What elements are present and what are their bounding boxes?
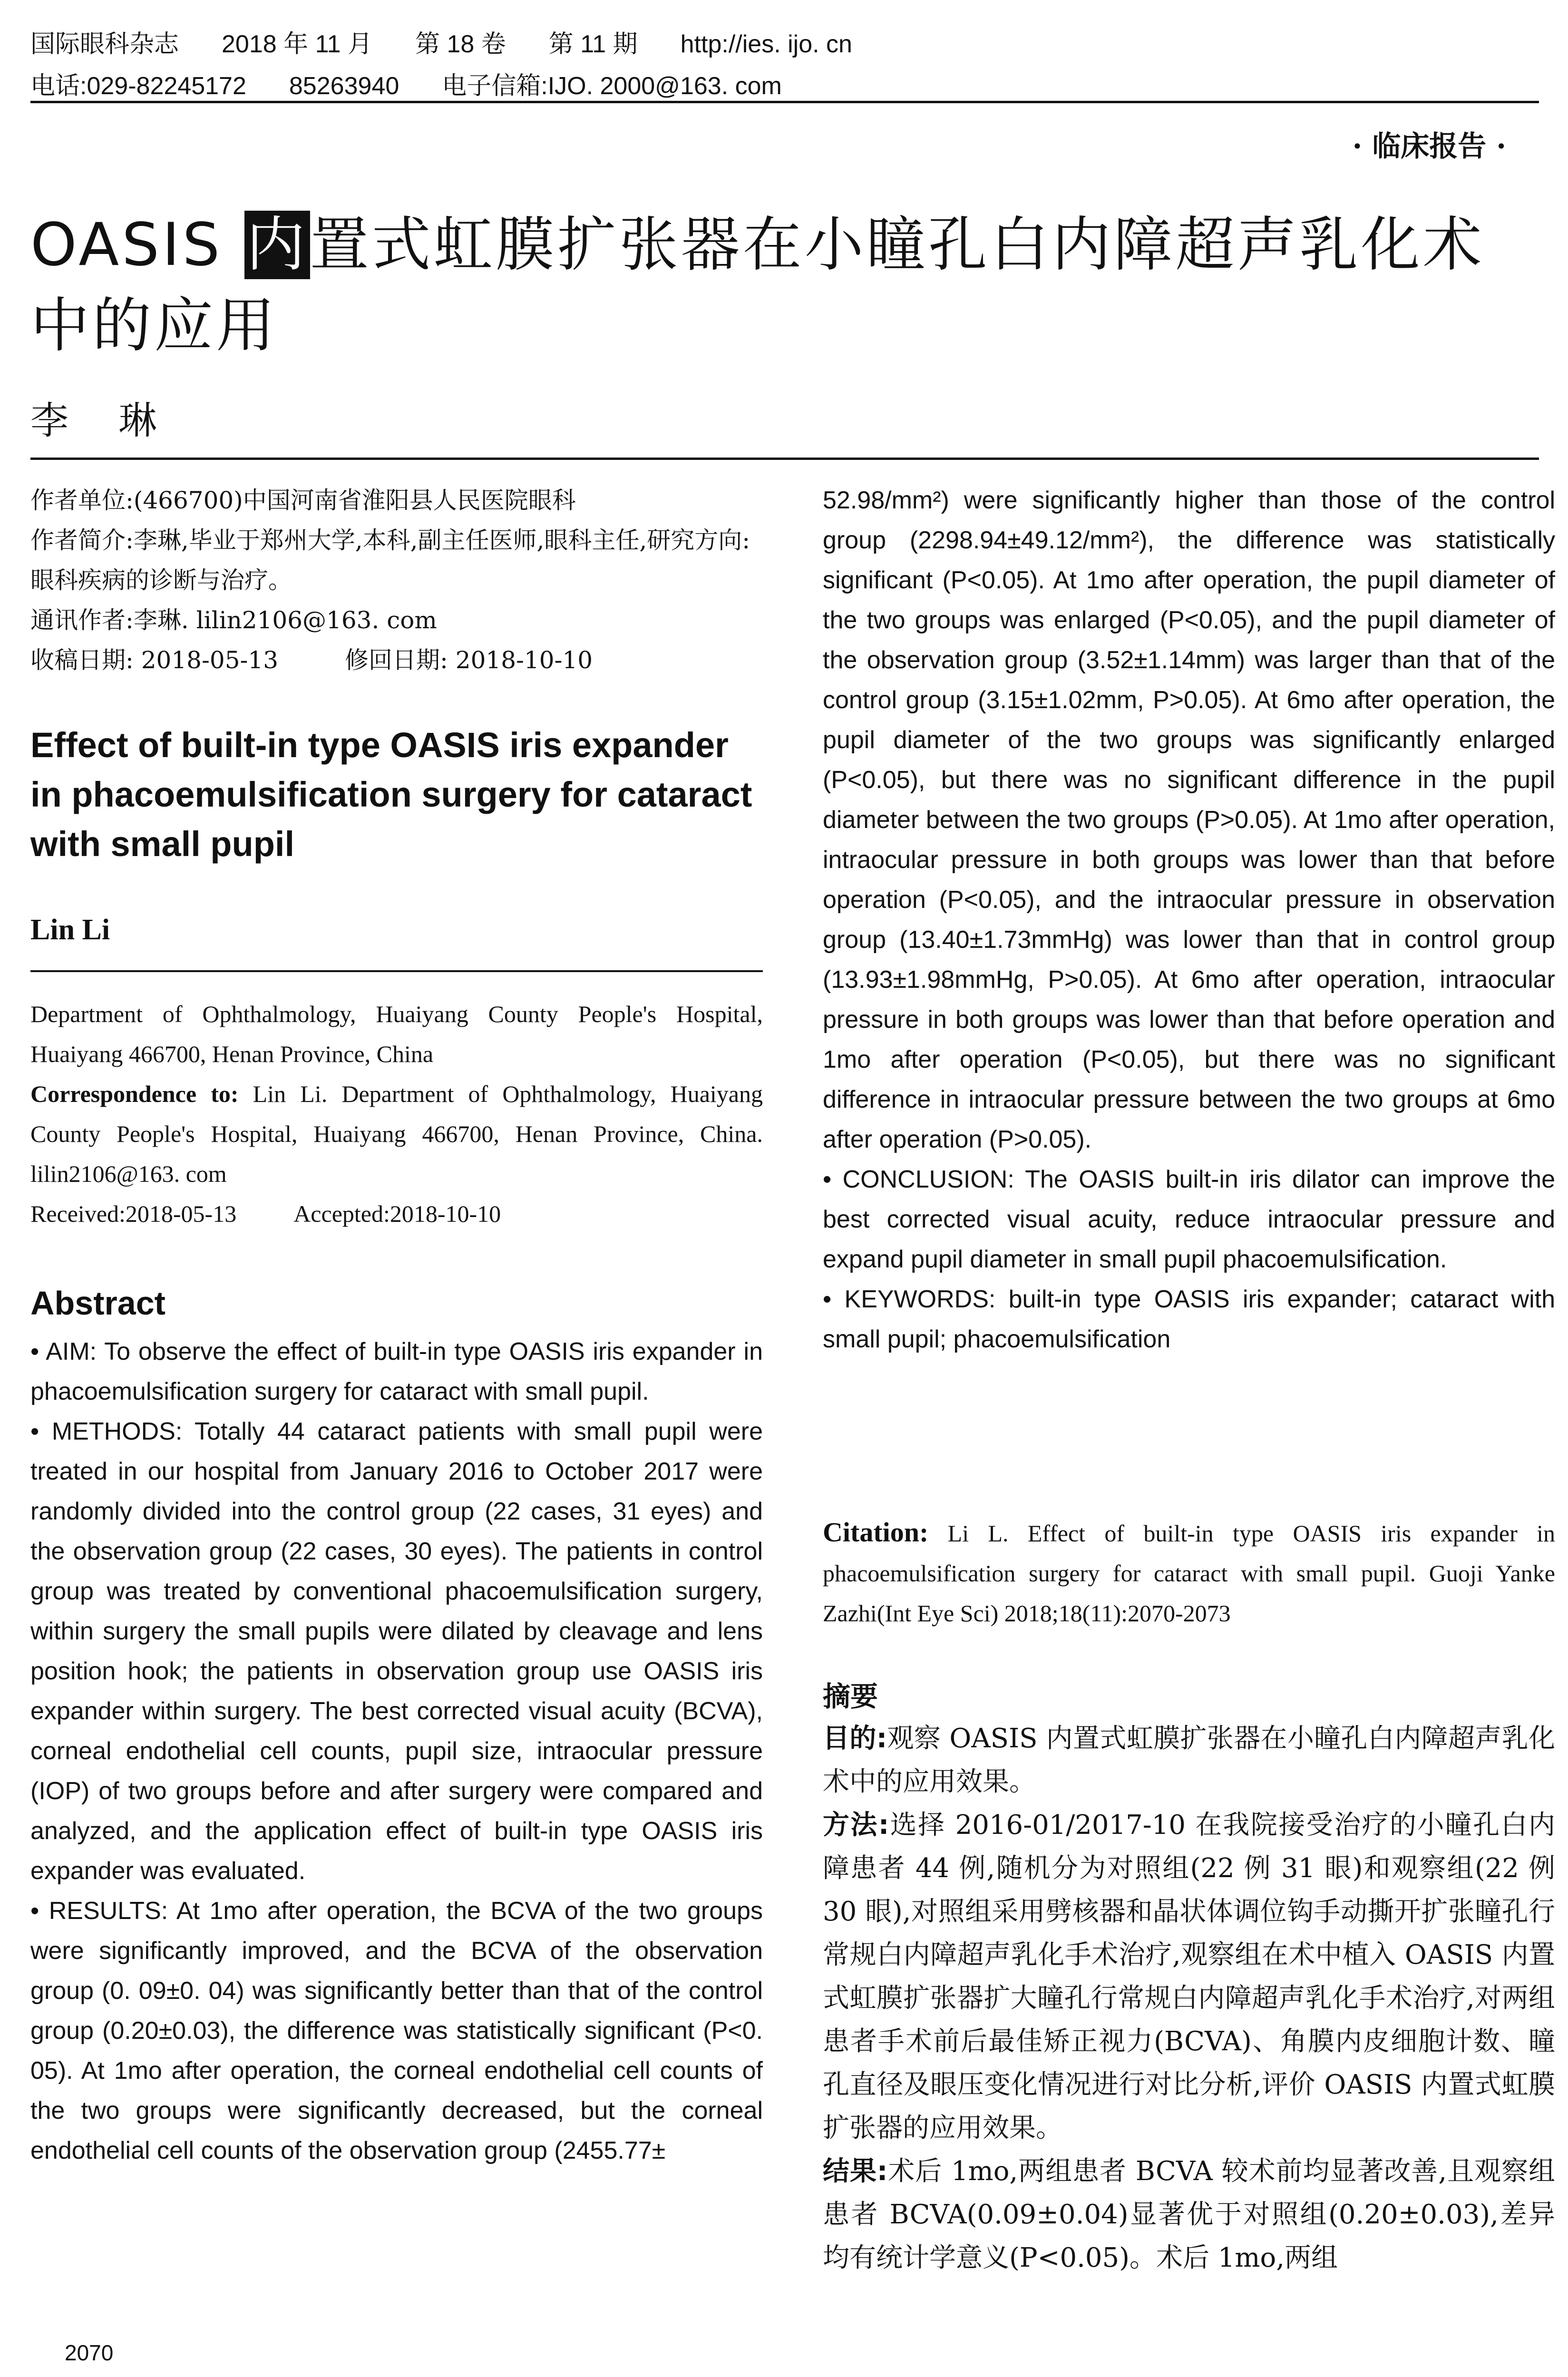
correspondence-label: Correspondence to: [30,1081,239,1107]
journal-header-line1 [30,24,895,59]
issue: 第 11 期 [548,30,638,58]
corresponding-author: 通讯作者:李琳. lilin2106@163. com [30,606,437,634]
author-unit: 作者单位:(466700)中国河南省淮阳县人民医院眼科 [30,487,576,514]
dates-line [30,640,763,680]
journal-url[interactable]: http://ies. ijo. cn [680,30,852,58]
affiliation-dept: Department of Ophthalmology, Huaiyang County People's Hospital, Huaiyang 466700, Henan Province, China [30,1001,763,1067]
page-number: 2070 [65,2340,114,2365]
title-cn [30,205,1539,366]
abstract-conclusion: • CONCLUSION: The OASIS built-in iris dilator can improve the best corrected visual acuity, reduce intraocular pressure and expand pupil diameter in small pupil phacoemulsification. [823,1166,1555,1273]
title-divider [30,458,1539,460]
citation-text: Li L. Effect of built-in type OASIS iris expander in phacoemulsification surgery for cataract with small pupil. Guoji Yanke Zazhi(Int Eye Sci) 2018;18(11):2070-2073 [823,1520,1555,1627]
author-divider [30,970,763,972]
header-divider [30,101,1539,103]
title-cn-highlight: 内 [244,211,310,279]
cn-abstract [823,1717,1555,2280]
abstract-right [823,480,1555,1359]
title-cn-rest: 置式虹膜扩张器在小瞳孔白内障超声乳化术中的应用 [30,211,1485,360]
volume: 第 18 卷 [415,30,506,58]
correspondence [30,1074,763,1194]
correspondence-text: Lin Li. Department of Ophthalmology, Huaiyang County People's Hospital, Huaiyang 466700, Henan Province, China. lilin2106@163. com [30,1081,763,1187]
received-date-cn: 收稿日期: 2018-05-13 [30,646,279,674]
affiliation [30,994,763,1234]
cn-aim-label: 目的: [823,1723,887,1754]
cn-aim-text: 观察 OASIS 内置式虹膜扩张器在小瞳孔白内障超声乳化术中的应用效果。 [823,1723,1555,1797]
cn-abstract-heading: 摘要 [823,1680,878,1713]
author-bio: 作者简介:李琳,毕业于郑州大学,本科,副主任医师,眼科主任,研究方向:眼科疾病的诊断与治疗。 [30,526,750,594]
cn-aim [823,1717,1555,1803]
cn-methods-text: 选择 2016-01/2017-10 在我院接受治疗的小瞳孔白内障患者 44 例,随机分为对照组(22 例 31 眼)和观察组(22 例 30 眼),对照组采用劈核器和晶状体调位钩手动撕开扩张瞳孔行常规白内障超声乳化手术治疗,观察组在术中植入 OASIS 内置式虹膜扩张器扩大瞳孔行常规白内障超声乳化手术治疗,对两组患者手术前后最佳矫正视力(BCVA)、角膜内皮细胞计数、瞳孔直径及眼压变化情况进行对比分析,评价 OASIS 内置式虹膜扩张器的应用效果。 [823,1810,1555,2143]
cn-results-label: 结果: [823,2156,888,2187]
abstract-results-part1: • RESULTS: At 1mo after operation, the BCVA of the two groups were significantly improved, and the BCVA of the observation group (0. 09±0. 04) was significantly better than that of the control group (0.20±0.03), the difference was statistically significant (P<0. 05). At 1mo after operation, the corneal endothelial cell counts of the two groups were significantly decreased, but the corneal endothelial cell counts of the observation group (2455.77± [30,1897,763,2164]
author-info [30,480,763,680]
title-en: Effect of built-in type OASIS iris expander in phacoemulsification surgery for cataract with small pupil [30,725,752,864]
title-cn-prefix: OASIS [30,211,244,279]
citation-label: Citation: [823,1517,929,1548]
cn-results [823,2150,1555,2280]
citation [823,1512,1555,1633]
cn-results-text: 术后 1mo,两组患者 BCVA 较术前均显著改善,且观察组患者 BCVA(0.09±0.04)显著优于对照组(0.20±0.03),差异均有统计学意义(P<0.05)。术后 1mo,两组 [823,2156,1555,2273]
issue-date: 2018 年 11 月 [222,30,373,58]
abstract-keywords: • KEYWORDS: built-in type OASIS iris expander; cataract with small pupil; phacoemulsification [823,1286,1555,1353]
cn-methods [823,1803,1555,2150]
cn-methods-label: 方法: [823,1810,889,1841]
accepted-en: Accepted:2018-10-10 [293,1200,501,1227]
abstract-aim: • AIM: To observe the effect of built-in type OASIS iris expander in phacoemulsification surgery for cataract with small pupil. [30,1338,763,1405]
journal-name: 国际眼科杂志 [30,30,179,58]
revised-date-cn: 修回日期: 2018-10-10 [345,646,593,674]
phone: 电话:029-82245172 [30,72,246,100]
abstract-methods: • METHODS: Totally 44 cataract patients with small pupil were treated in our hospital from January 2016 to October 2017 were randomly divided into the control group (22 cases, 31 eyes) and the observation group (22 cases, 30 eyes). The patients in control group was treated by conventional phacoemulsification surgery, within surgery the small pupils were dilated by cleavage and lens position hook; the patients in observation group use OASIS iris expander within surgery. The best corrected visual acuity (BCVA), corneal endothelial cell counts, pupil size, intraocular pressure (IOP) of two groups before and after surgery were compared and analyzed, and the application effect of built-in type OASIS iris expander was evaluated. [30,1418,763,1885]
dates-en [30,1194,763,1234]
author-en: Lin Li [30,914,110,946]
abstract-heading: Abstract [30,1285,166,1322]
email: 电子信箱:IJO. 2000@163. com [442,72,782,100]
received-en: Received:2018-05-13 [30,1200,237,1227]
author-cn: 李 琳 [30,399,176,443]
journal-header-line2 [30,66,825,101]
phone-2: 85263940 [289,72,399,100]
section-tag: · 临床报告 · [1352,130,1506,163]
abstract-left [30,1332,763,2171]
abstract-results-part2: 52.98/mm²) were significantly higher than those of the control group (2298.94±49.12/mm²), the difference was statistically significant (P<0.05). At 1mo after operation, the pupil diameter of the two groups was enlarged (P<0.05), and the pupil diameter of the observation group (3.52±1.14mm) was larger than that of the control group (3.15±1.02mm, P>0.05). At 6mo after operation, the pupil diameter of the two groups was significantly enlarged (P<0.05), but there was no significant difference in the pupil diameter between the two groups (P>0.05). At 1mo after operation, intraocular pressure in both groups was lower than that before operation (P<0.05), and the intraocular pressure in observation group (13.40±1.73mmHg) was lower than that in control group (13.93±1.98mmHg, P>0.05). At 6mo after operation, intraocular pressure in both groups was lower than that before operation and 1mo after operation (P<0.05), but there was no significant difference in intraocular pressure between the two groups at 6mo after operation (P>0.05). [823,487,1555,1153]
